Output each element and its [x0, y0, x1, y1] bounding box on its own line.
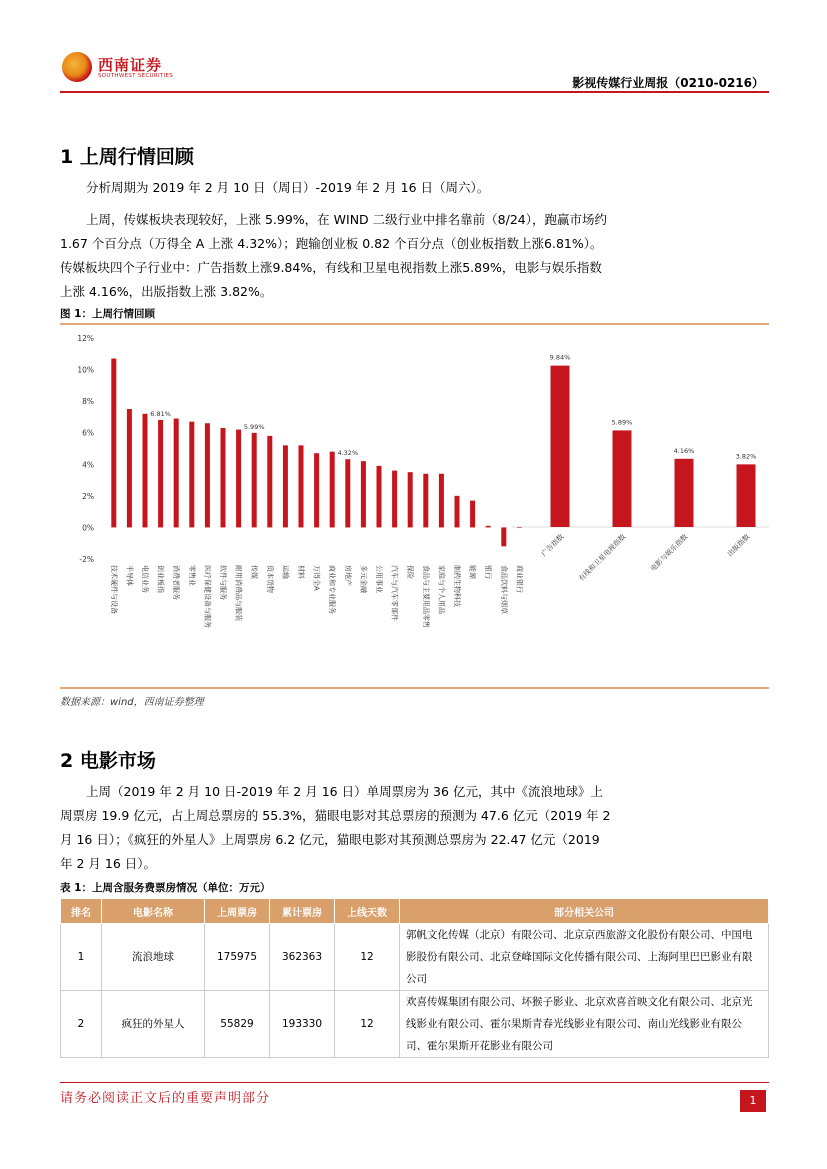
report-title: 影视传媒行业周报（0210-0216）: [572, 76, 764, 90]
cell-week-gross: 175975: [205, 924, 270, 991]
y-tick-label: 2%: [82, 491, 94, 501]
y-tick-label: 4%: [82, 460, 94, 470]
industry-bar-chart: [77, 334, 524, 628]
table-row: [61, 991, 769, 1058]
logo-text-en: SOUTHWEST SECURITIES: [98, 73, 174, 79]
bar: [361, 461, 366, 527]
x-tick-label: 耐用消费品与服装: [234, 565, 243, 621]
bar: [314, 453, 319, 527]
cell-rank: 2: [61, 991, 102, 1058]
y-tick-label: 0%: [82, 523, 94, 533]
paragraph-period: 分析周期为 2019 年 2 月 10 日（周日）-2019 年 2 月 16 日（周六）。: [86, 180, 490, 195]
x-tick-label: 出版指数: [725, 532, 752, 559]
bar: [345, 459, 350, 527]
bar: [267, 436, 272, 528]
cell-days: 12: [335, 991, 400, 1058]
x-tick-label: 家庭与个人用品: [437, 565, 446, 614]
footer-rule: [60, 1082, 769, 1083]
paragraph-market-review: 上周，传媒板块表现较好，上涨 5.99%，在 WIND 二级行业中排名靠前（8/24），跑赢市场约 1.67 个百分点（万得全 A 上涨 4.32%）；跑输创业板 0.82 个百分点（创业板指数上涨6.81%）。传媒板块四个子行业中：广告指数上涨9.84%，有线和卫星电视指数上涨5.89%，电影与娱乐指数上涨 4.16%，出版指数上涨 3.82%。: [60, 212, 607, 299]
bar: [486, 526, 491, 528]
logo-icon: [62, 52, 92, 82]
header-rule: [60, 91, 769, 93]
y-tick-label: -2%: [79, 555, 94, 564]
bar: [737, 464, 756, 527]
y-tick-label: 6%: [82, 428, 94, 438]
x-tick-label: 运输: [281, 565, 290, 579]
market-review-chart: [60, 325, 769, 687]
x-tick-label: 创业板指: [156, 565, 165, 593]
sub-industry-bar-chart: [512, 354, 769, 583]
logo-text-cn: 西南证券: [98, 56, 163, 74]
bar: [252, 433, 257, 528]
col-header-rank: 排名: [61, 899, 102, 924]
x-tick-label: 食品饮料与烟草: [499, 565, 508, 614]
cell-companies: 欢喜传媒集团有限公司、坏猴子影业、北京欢喜首映文化有限公司、北京光线影业有限公司、霍尔果斯青春光线影业有限公司、南山光线影业有限公司、霍尔果斯开花影业有限公司: [400, 991, 769, 1058]
x-tick-label: 材料: [297, 565, 305, 579]
col-header-week-gross: 上周票房: [205, 899, 270, 924]
x-tick-label: 技术硬件与设备: [109, 565, 118, 614]
section-heading-2: 2 电影市场: [60, 750, 156, 772]
y-tick-label: 10%: [77, 365, 94, 375]
x-tick-label: 能源: [468, 565, 477, 579]
data-label: 4.32%: [337, 449, 359, 458]
bar: [392, 471, 397, 528]
x-tick-label: 消费者服务: [172, 565, 181, 600]
figure-source: 数据来源：wind，西南证券整理: [60, 697, 204, 708]
table-title: 表 1：上周含服务费票房情况（单位：万元）: [60, 882, 271, 894]
cell-film: 流浪地球: [102, 924, 205, 991]
x-tick-label: 银行: [484, 565, 493, 579]
page-number: 1: [740, 1090, 766, 1112]
bar: [675, 459, 694, 527]
table-row: [61, 924, 769, 991]
bar: [174, 419, 179, 528]
x-tick-label: 零售业: [187, 565, 196, 586]
figure-title: 图 1：上周行情回顾: [60, 308, 155, 320]
bar: [423, 474, 428, 528]
x-tick-label: 保险: [406, 565, 415, 579]
bar: [158, 420, 163, 528]
bar: [221, 428, 226, 527]
x-tick-label: 汽车与汽车零部件: [390, 565, 399, 621]
cell-week-gross: 55829: [205, 991, 270, 1058]
x-tick-label: 公用事业: [375, 565, 383, 593]
bar: [408, 472, 413, 527]
data-label: 6.81%: [150, 409, 171, 418]
x-tick-label: 商业和专业服务: [328, 565, 337, 614]
x-tick-label: 多元金融: [359, 565, 368, 593]
footer-notice: 请务必阅读正文后的重要声明部分: [60, 1091, 271, 1106]
cell-days: 12: [335, 924, 400, 991]
data-label: 5.89%: [611, 418, 633, 427]
col-header-days: 上线天数: [335, 899, 400, 924]
x-tick-label: 半导体: [125, 565, 134, 586]
bar: [377, 466, 382, 528]
bar: [439, 474, 444, 528]
cell-total-gross: 362363: [270, 924, 335, 991]
bar: [127, 409, 132, 527]
x-tick-label: 资本货物: [265, 565, 274, 593]
bar: [330, 452, 335, 528]
data-label: 4.16%: [673, 446, 695, 455]
cell-total-gross: 193330: [270, 991, 335, 1058]
bar: [205, 423, 210, 527]
bar: [299, 445, 304, 527]
data-label: 9.84%: [549, 353, 571, 362]
x-tick-label: 医疗保健设备与服务: [203, 565, 212, 628]
bar: [283, 445, 288, 527]
x-tick-label: 制药生物科技: [453, 565, 461, 607]
x-tick-label: 食品与主要用品零售: [421, 565, 430, 628]
figure-bottom-rule: [60, 687, 769, 689]
col-header-companies: 部分相关公司: [400, 899, 769, 924]
bar: [236, 430, 241, 528]
paragraph-box-office: 上周（2019 年 2 月 10 日-2019 年 2 月 16 日）单周票房为 36 亿元，其中《流浪地球》上周票房 19.9 亿元，占上周总票房的 55.3%，猫眼电影对其总票房的预测为 47.6 亿元（2019 年 2 月 16 日）；《疯狂的外星人》上周票房 6.2 亿元，猫眼电影对其预测总票房为 22.47 亿元（2019 年 2 月 16 日）。: [60, 784, 611, 871]
bar: [143, 414, 148, 528]
bar: [551, 366, 570, 527]
x-tick-label: 传媒: [250, 565, 259, 579]
data-label: 5.99%: [243, 422, 265, 431]
bar: [111, 359, 116, 528]
x-tick-label: 万得全A: [312, 565, 321, 591]
x-tick-label: 电影与娱乐指数: [649, 532, 690, 574]
bar: [189, 422, 194, 528]
y-tick-label: 8%: [82, 397, 94, 407]
cell-film: 疯狂的外星人: [102, 991, 205, 1058]
cell-rank: 1: [61, 924, 102, 991]
data-label: 3.82%: [735, 452, 757, 461]
x-tick-label: 有线和卫星电视指数: [577, 532, 628, 583]
x-tick-label: 商业银行: [515, 565, 524, 593]
y-tick-label: 12%: [77, 334, 94, 343]
bar: [517, 527, 522, 528]
bar: [455, 496, 460, 528]
bar: [613, 430, 632, 527]
col-header-total-gross: 累计票房: [270, 899, 335, 924]
x-tick-label: 房地产: [343, 565, 352, 586]
bar: [501, 527, 506, 546]
x-tick-label: 软件与服务: [219, 565, 227, 600]
section-heading-1: 1 上周行情回顾: [60, 146, 194, 168]
x-tick-label: 广告指数: [539, 532, 566, 559]
x-tick-label: 电信业务: [141, 565, 149, 593]
cell-companies: 郭帆文化传媒（北京）有限公司、北京京西旅游文化股份有限公司、中国电影股份有限公司、北京登峰国际文化传播有限公司、上海阿里巴巴影业有限公司: [400, 924, 769, 991]
bar: [470, 501, 475, 528]
col-header-film: 电影名称: [102, 899, 205, 924]
box-office-table: [60, 898, 769, 1058]
